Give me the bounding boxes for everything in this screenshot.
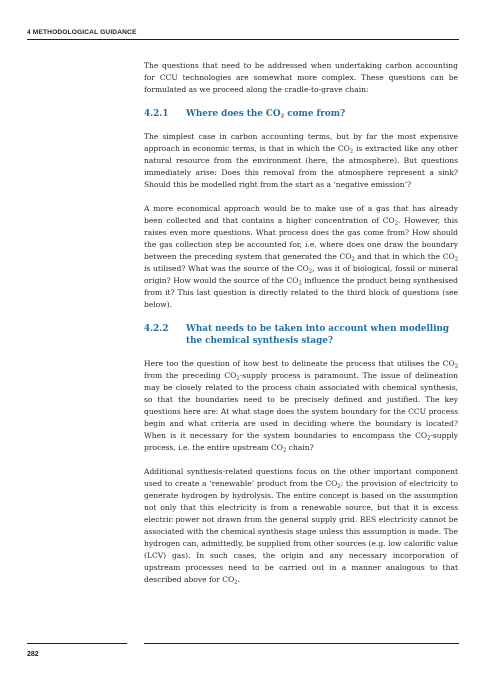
paragraph-electricity: Additional synthesis-related questions focus on the other important component used to create a ‘renewable’ product from the $CO_2$: the provision of electricity to generate hydrogen by hydrolysis. The entire concept is based on the assumption not only that this electricity is from a renewable source, but that it is excess electric power not drawn from the general supply grid. RES electricity cannot be associated with the chemical synthesis stage unless this assumption is made. The hydrogen can, admittedly, be supplied from other sources (e.g. low calorific value (LCV) gas). In such cases, the origin and any necessary incorporation of upstream processes need to be carried out in a manner analogous to that described above for $CO_2$. [144, 467, 458, 586]
intro-paragraph: The questions that need to be addressed when undertaking carbon accounting for CCU technologies are somewhat more complex. These questions can be formulated as we proceed along the cradle-to-grave chain: [144, 61, 458, 94]
section-title: What needs to be taken into account when modelling the chemical synthesis stage? [186, 324, 450, 346]
paragraph-extraction: The simplest case in carbon accounting terms, but by far the most expensive approach in economic terms, is that in which the $CO_2$ is extracted like any other natural resource from the environment (here, the atmosphere). But questions immediately arise: Does this removal from the atmosphere represent a sink? Should this be modelled right from the start as a ‘negative emission’? [144, 132, 458, 189]
section-heading-4-2-1 [144, 108, 458, 120]
running-header: 4 METHODOLOGICAL GUIDANCE [27, 29, 137, 36]
page-number: 282 [27, 651, 39, 658]
paragraph-collected-gas: A more economical approach would be to make use of a gas that has already been collected and that contains a higher concentration of $CO_2$. However, this raises even more questions. What process does the gas come from? How should the gas collection step be accounted for, i.e. where does one draw the boundary between the preceding system that generated the $CO_2$ and that in which the $CO_2$ is utilised? What was the source of the $CO_2$, was it of biological, fossil or mineral origin? How would the source of the $CO_2$ influence the product being synthesised from it? This last question is directly related to the third block of questions (see below). [144, 204, 458, 309]
footer-rule-right [144, 643, 459, 644]
footer-rule-left [27, 643, 127, 644]
section-number: 4.2.2 [144, 324, 169, 334]
section-heading-4-2-2 [144, 323, 458, 347]
body-column [144, 60, 458, 596]
paragraph-delineation: Here too the question of how best to delineate the process that utilises the $CO_2$ from the preceding $CO_2$-supply process is paramount. The issue of delineation may be closely related to the process chain associated with chemical synthesis, so that the boundaries need to be precisely defined and justified. The key questions here are: At what stage does the system boundary for the CCU process begin and what criteria are used in deciding where the boundary is located? When is it necessary for the system boundaries to encompass the $CO_2$-supply process, i.e. the entire upstream $CO_2$ chain? [144, 359, 458, 454]
header-rule [27, 39, 459, 40]
section-title: Where does the $CO_2$ come from? [186, 109, 346, 120]
section-number: 4.2.1 [144, 109, 169, 119]
